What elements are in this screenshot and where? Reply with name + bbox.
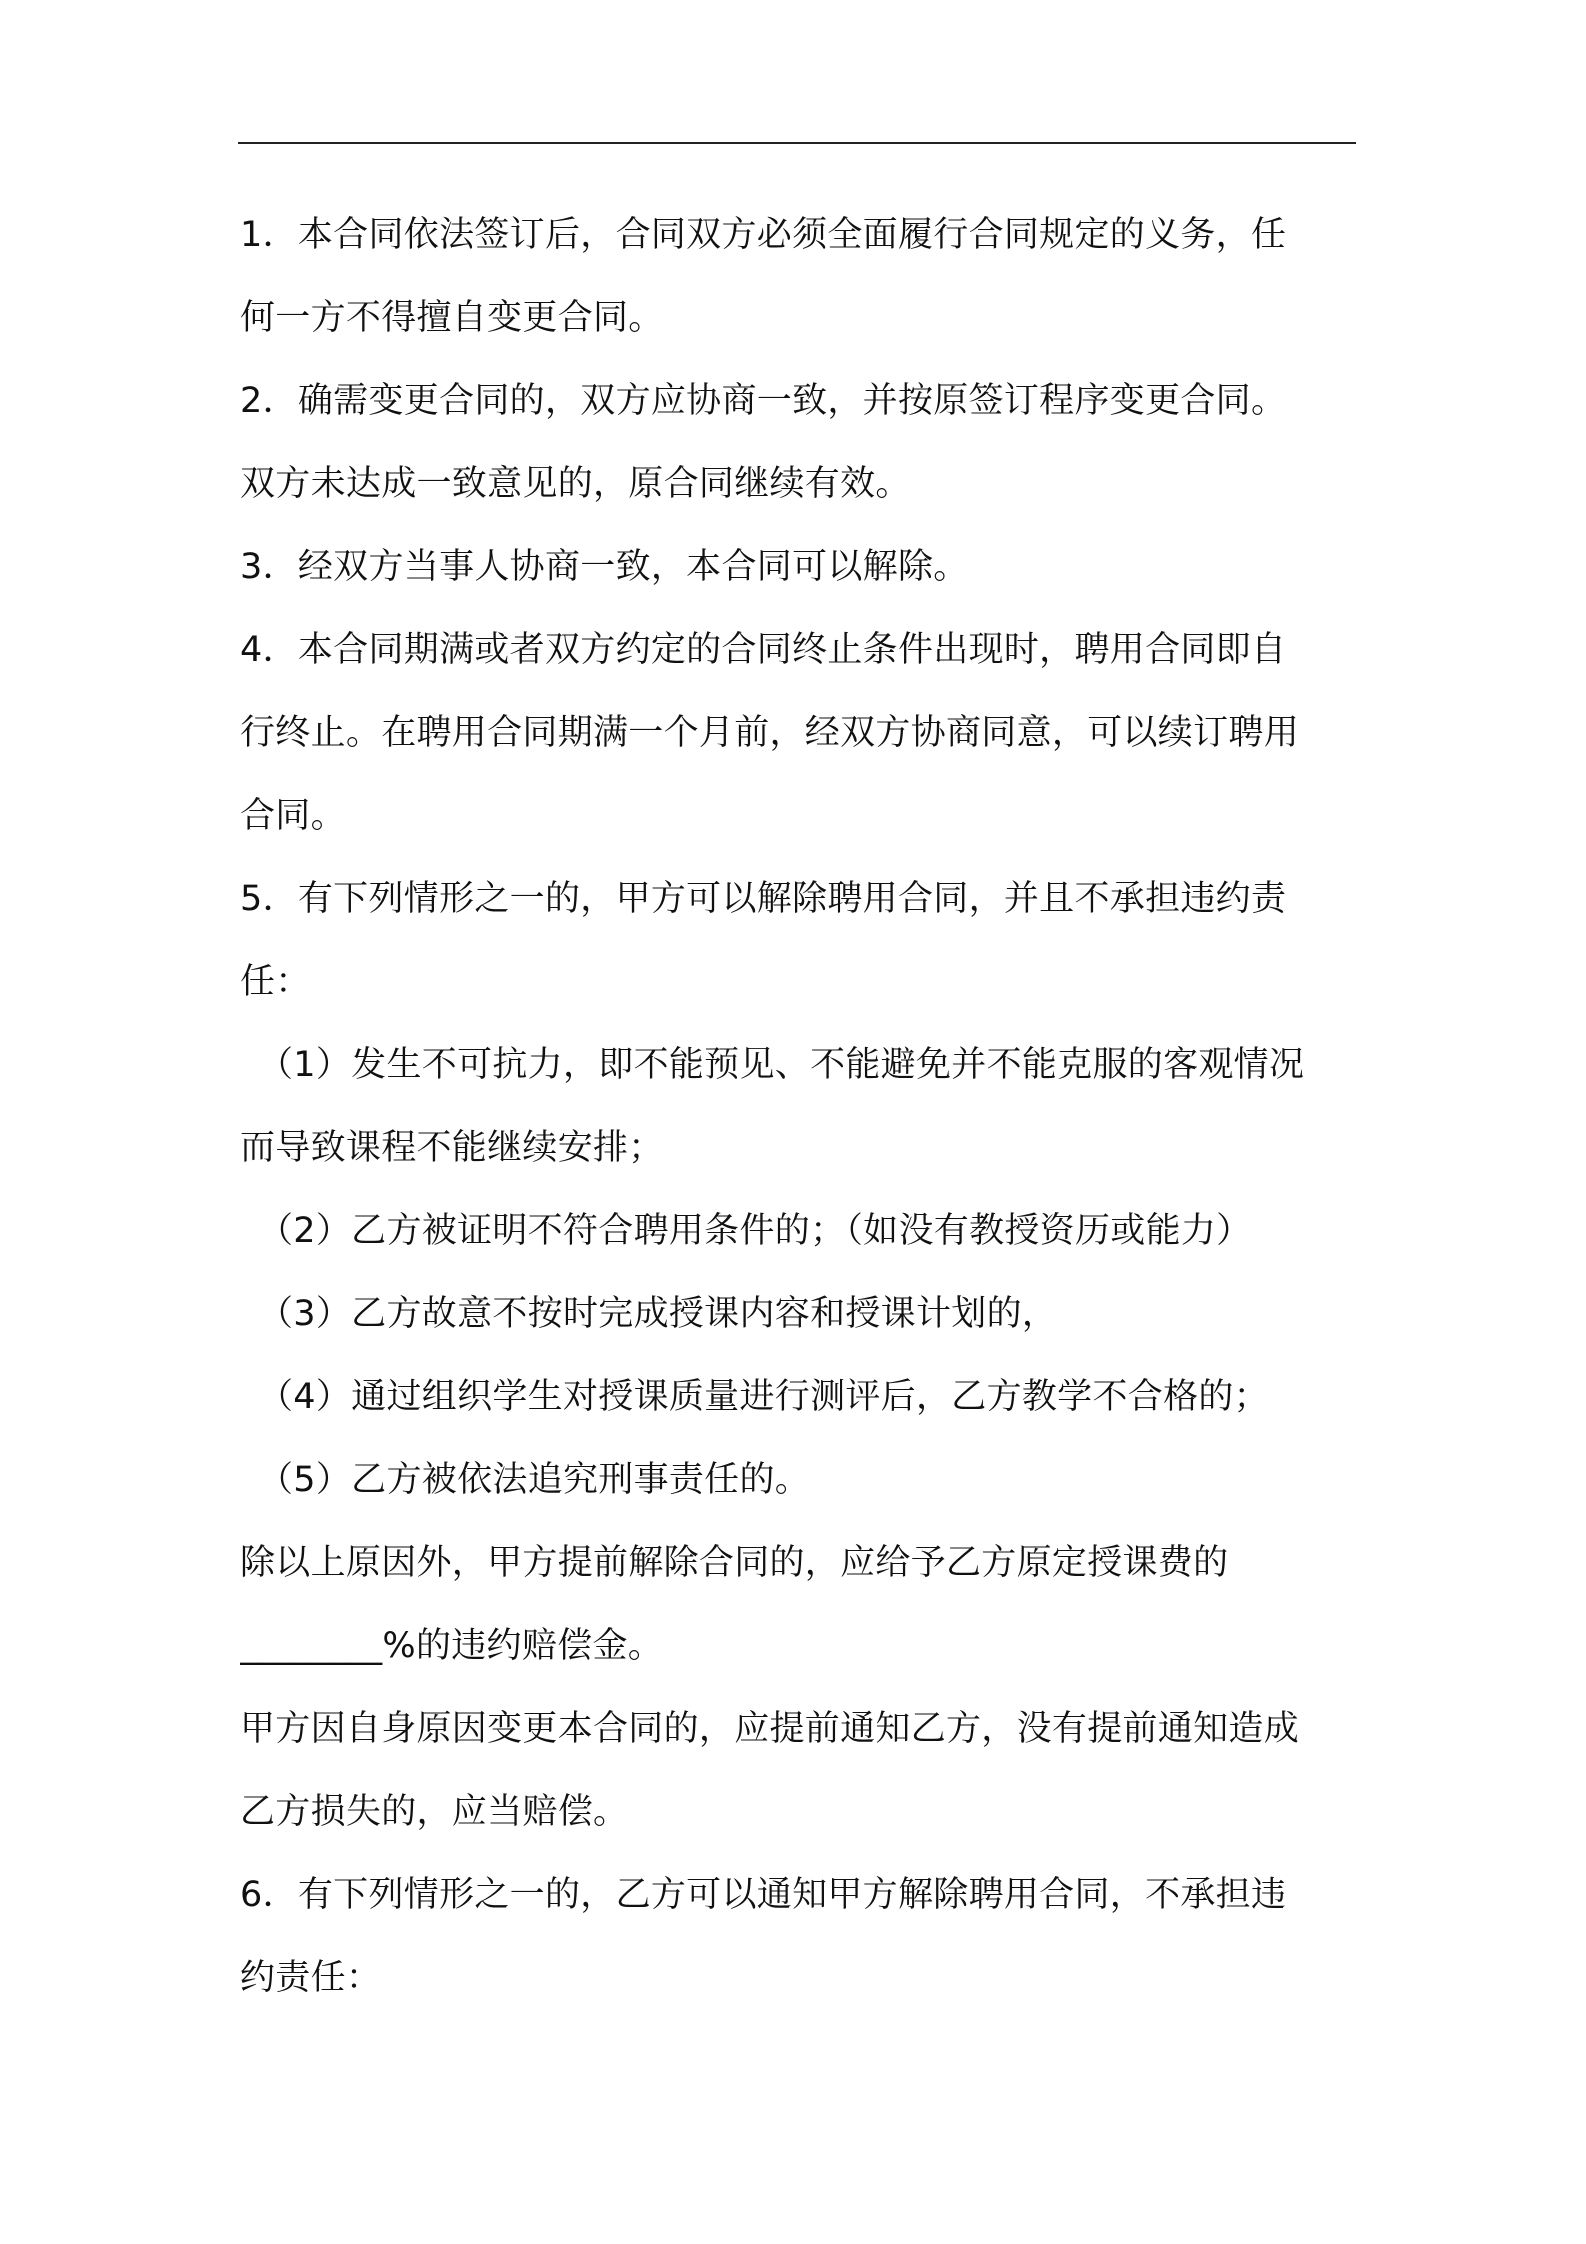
text-line: （5）乙方被依法追究刑事责任的。 [258, 1460, 811, 1500]
text-line: （3）乙方故意不按时完成授课内容和授课计划的， [258, 1294, 1058, 1334]
text-line: 4．本合同期满或者双方约定的合同终止条件出现时，聘用合同即自 [240, 630, 1287, 670]
text-line: 合同。 [240, 796, 346, 836]
text-line: 1．本合同依法签订后，合同双方必须全面履行合同规定的义务，任 [240, 215, 1287, 255]
text-line: 何一方不得擅自变更合同。 [240, 298, 664, 338]
text-line: 乙方损失的，应当赔偿。 [240, 1792, 629, 1832]
text-line: （1）发生不可抗力，即不能预见、不能避免并不能克服的客观情况 [258, 1045, 1305, 1085]
text-line: ________%的违约赔偿金。 [240, 1626, 664, 1666]
document-body [240, 194, 1358, 2020]
text-line: 3．经双方当事人协商一致，本合同可以解除。 [240, 547, 969, 587]
header-rule [238, 142, 1356, 144]
text-line: 2．确需变更合同的，双方应协商一致，并按原签订程序变更合同。 [240, 381, 1287, 421]
text-line: （2）乙方被证明不符合聘用条件的；（如没有教授资历或能力） [258, 1211, 1252, 1251]
text-line: 行终止。在聘用合同期满一个月前，经双方协商同意，可以续订聘用 [240, 713, 1300, 753]
text-line: 甲方因自身原因变更本合同的，应提前通知乙方，没有提前通知造成 [240, 1709, 1300, 1749]
text-line: （4）通过组织学生对授课质量进行测评后，乙方教学不合格的； [258, 1377, 1269, 1417]
text-line: 6．有下列情形之一的，乙方可以通知甲方解除聘用合同，不承担违 [240, 1875, 1287, 1915]
text-line: 除以上原因外，甲方提前解除合同的，应给予乙方原定授课费的 [240, 1543, 1229, 1583]
text-line: 任： [240, 962, 311, 1002]
text-line: 而导致课程不能继续安排； [240, 1128, 664, 1168]
text-line: 双方未达成一致意见的，原合同继续有效。 [240, 464, 911, 504]
text-line: 约责任： [240, 1958, 382, 1998]
text-line: 5．有下列情形之一的，甲方可以解除聘用合同，并且不承担违约责 [240, 879, 1287, 919]
